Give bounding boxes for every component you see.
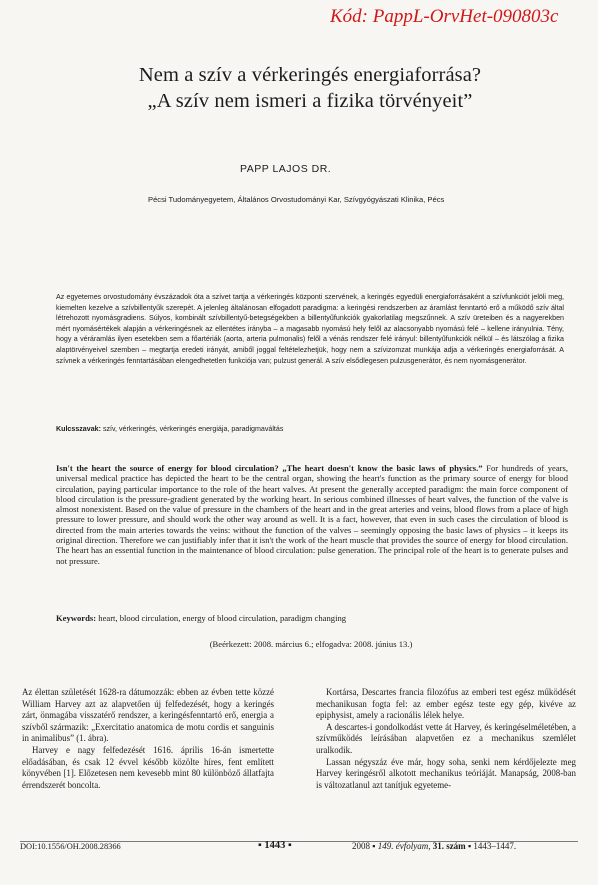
doi: DOI:10.1556/OH.2008.28366 bbox=[20, 842, 121, 851]
body-paragraph: Lassan négyszáz éve már, hogy soha, senki nem kérdőjelezte meg Harvey keringésről alkotott mechanikus teóriáját. Manapság, 2008-ban is változatlanul azt tanítjuk egyeteme- bbox=[316, 756, 576, 790]
body-paragraph: Kortársa, Descartes francia filozófus az emberi test egész működését mechanikusan fogta fel: az ember egész teste egy gép, kivéve az epiphysist, amely a racionális lélek helye. bbox=[316, 687, 576, 721]
keywords-english-label: Keywords: bbox=[56, 613, 97, 623]
abstract-hungarian: Az egyetemes orvostudomány évszázadok óta a szívet tartja a vérkeringés központi szervének, a keringés egyedüli energiaforrásaként a szívfunkciót jelöli meg, kiemelten kezelve a szívbillentyűk szerepét. A jelenleg általánosan elfogadott paradigma: a keringési rendszerben az áramlást fenntartó erő a működő szív által létrehozott nyomásgradiens. Súlyos, kombinált szívbillentyű-betegségekben a billentyűfunkciók gyakorlatilag megszűnnek. A szív üreteiben és a nagyerekben mért nyomásértékek alapján a vérkeringésnek az ellentétes irányba – a magasabb nyomású hely felől az alacsonyabb nyomású felé – kellene irányulnia. Tény, hogy a véráramlás ilyen esetekben sem a főartériák (aorta, arteria pulmonalis) felől a vénás rendszer felé irányul: billentyűfunkciók nélkül – és látszólag a fizika alaptörvényeivel szemben – megtartja eredeti irányát, amiből joggal feltételezhetjük, hogy nem a szívizomzat munkája adja a vérkeringés energiaforrását. A szívnek a vérkeringés fenntartásában elengedhetetlen funkciója van; pulzust generál. A szív elsődlegesen pulzusgenerátor, és nem nyomásgenerátor. bbox=[56, 293, 564, 365]
page-number: ▪ 1443 ▪ bbox=[258, 840, 292, 851]
author: PAPP LAJOS DR. bbox=[240, 163, 332, 175]
journal-year: 2008 bbox=[352, 841, 370, 851]
journal-volume: 149. évfolyam, bbox=[377, 841, 431, 851]
keywords-hungarian-label: Kulcsszavak: bbox=[56, 425, 101, 433]
document-code: Kód: PappL-OrvHet-090803c bbox=[330, 6, 559, 27]
received-dates: (Beérkezett: 2008. március 6.; elfogadva: 2008. június 13.) bbox=[209, 639, 413, 649]
keywords-hungarian bbox=[56, 425, 564, 433]
abstract-english-title: Isn't the heart the source of energy for blood circulation? „The heart doesn't know the basic laws of physics.” bbox=[56, 463, 483, 473]
abstract-english-text: For hundreds of years, universal medical practice has depicted the heart to be the central organ, showing the heart's function as the primary source of energy for blood circulation, paying particular importance to the role of the heart valves. At present the generally accepted paradigm: the main force component of blood circulation is the pressure-gradient generated by the working heart. In serious combined illnesses of heart valves, the function of the valve is almost nonexistent. Based on the value of pressure in the chambers of the heart and in the great arteries and veins, blood flows from a place of high pressure to lower pressure, and should work the other way around as well. It is a fact, however, that even in such cases the circulation of blood is directed from the main arteries towards the veins: without the function of the valves – seemingly opposing the basic laws of physics – it keeps its original direction. Therefore we can justifiably infer that it isn't the work of the heart muscle that provides the source of energy for blood circulation. The heart has an essential function in the maintenance of blood circulation: pulse generation. The principal role of the heart is to generate pulses and not pressure. bbox=[56, 463, 568, 566]
body-paragraph: Harvey e nagy felfedezését 1616. április 16-án ismertette előadásában, és csak 12 évvel később közölte híres, fent említett könyvében [1]. Előzetesen nem kevesebb mint 80 különböző állatfajta érrendszerét boncolta. bbox=[22, 744, 274, 790]
keywords-hungarian-list: szív, vérkeringés, vérkeringés energiája, paradigmaváltás bbox=[102, 425, 284, 433]
affiliation: Pécsi Tudományegyetem, Általános Orvostudományi Kar, Szívgyógyászati Klinika, Pécs bbox=[148, 195, 445, 204]
body-paragraph: A descartes-i gondolkodást vette át Harvey, és keringéselméletében, a szívműködés leírásában alapvetően ez a mechanikus szemlélet uralkodik. bbox=[316, 721, 576, 755]
title-line-2: „A szív nem ismeri a fizika törvényeit” bbox=[147, 90, 473, 112]
journal-info: 2008 ▪ 149. évfolyam, 31. szám ▪ 1443–1447. bbox=[352, 841, 517, 851]
abstract-english bbox=[56, 463, 568, 566]
journal-pages: 1443–1447. bbox=[473, 841, 517, 851]
title-line-1: Nem a szív a vérkeringés energiaforrása? bbox=[138, 64, 482, 86]
body-column-right bbox=[316, 687, 576, 791]
body-paragraph: Az élettan születését 1628-ra dátumozzák: ebben az évben tette közzé William Harvey azt az alapvetően új felfedezését, hogy a keringés zárt, önmagába visszatérő rendszer, a keringésfenntartó erő, energia a szívből származik: „Exercitatio anatomica de motu cordis et sanguinis in animalibus” (1. ábra). bbox=[22, 687, 274, 744]
body-column-left bbox=[22, 687, 274, 791]
keywords-english-list: heart, blood circulation, energy of blood circulation, paradigm changing bbox=[98, 613, 347, 623]
keywords-english bbox=[56, 613, 566, 623]
journal-issue: 31. szám bbox=[432, 841, 466, 851]
